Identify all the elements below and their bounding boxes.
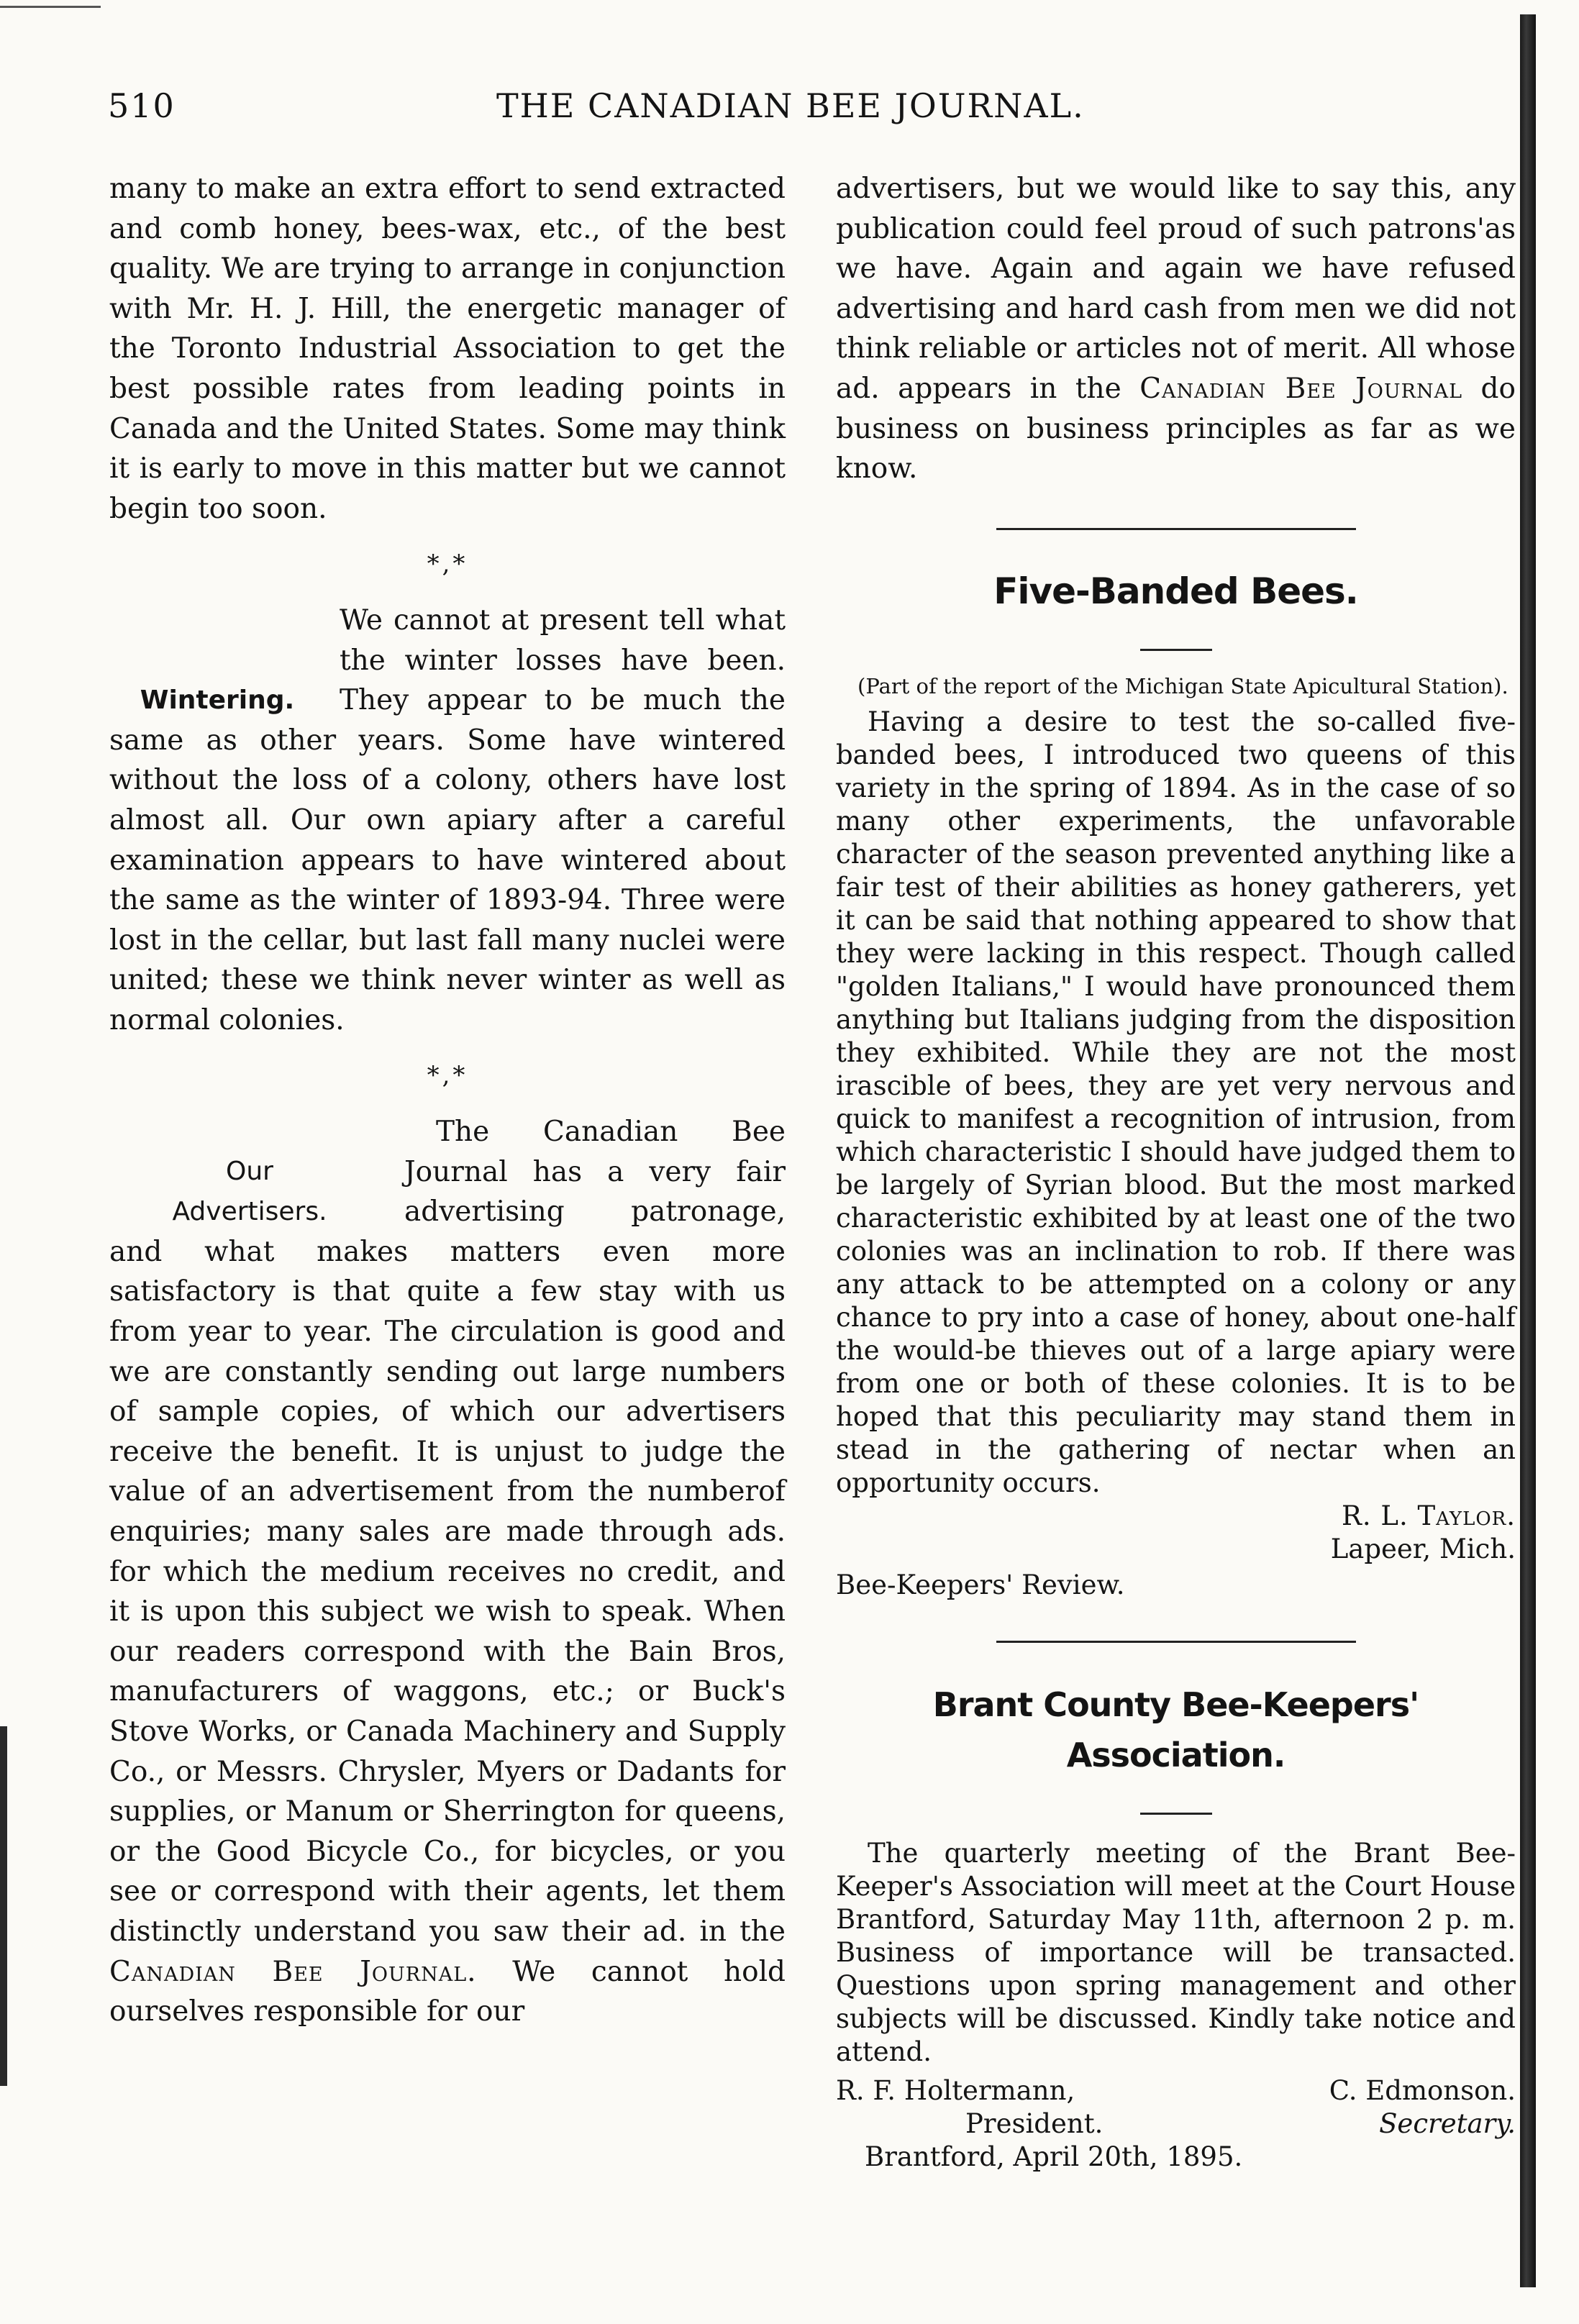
- heading-brant-county: Brant County Bee-Keepers' Association.: [932, 1685, 1419, 1774]
- ornamental-rule: [836, 1621, 1516, 1661]
- paragraph-advertisers: [109, 1112, 786, 2032]
- journal-name-inline: Canadian Bee Journal: [1139, 372, 1463, 405]
- advertisers-text: The Canadian Bee Journal has a very fair advertising patronage, and what makes matters even more satisfactory is that quite a few stay with us from year to year. The circulation is good and we are constantly sending out large numbers of sample copies, of which our advertisers receive the benefit. It is unjust to judge the value of an advertisement from the numberof enquiries; many sales are made through ads. for which the medium receives no credit, and it is upon this subject we wish to speak. When our readers correspond with the Bain Bros, manufacturers of waggons, etc.; or Buck's Stove Works, or Canada Machinery and Supply Co., or Messrs. Chrysler, Myers or Dadants for supplies, or Manum or Sherrington for queens, or the Good Bicycle Co., for bicycles, or you see or correspond with their agents, let them distinctly understand you saw their ad. in the: [109, 1116, 786, 1948]
- signature-place: Lapeer, Mich.: [1330, 1533, 1516, 1564]
- president-name: R. F. Holtermann,: [836, 2075, 1075, 2107]
- source-credit: Bee-Keepers' Review.: [836, 1569, 1125, 1600]
- advertisers-continued-end: do business on business principles as far as we know.: [836, 372, 1516, 486]
- short-rule: [836, 622, 1516, 662]
- signature-row-names: [836, 2074, 1516, 2107]
- section-separator: *,*: [427, 550, 468, 579]
- source-note: (Part of the report of the Michigan State Apicultural Station).: [857, 673, 1509, 698]
- president-title: President.: [965, 2108, 1104, 2140]
- top-rule: [0, 6, 101, 8]
- page-edge-shadow: [1520, 14, 1536, 2287]
- page-number: 510: [108, 86, 176, 125]
- sidenote-wintering: Wintering.: [140, 685, 295, 715]
- left-column: [109, 169, 786, 2032]
- sidenote-line-advertisers: Advertisers.: [172, 1196, 327, 1226]
- signature-name: R. L. Taylor.: [1342, 1500, 1516, 1531]
- advertisers-text-end: We cannot hold ourselves responsible for our: [109, 1955, 786, 2028]
- sidenote-our-advertisers: [109, 1152, 390, 1231]
- running-header: [108, 86, 1511, 144]
- heading-five-banded-bees: Five-Banded Bees.: [993, 570, 1358, 613]
- short-rule: [836, 1786, 1516, 1826]
- paragraph-brant-meeting: The quarterly meeting of the Brant Bee-Keeper's Association will meet at the Court House Brantford, Saturday May 11th, afternoon 2 p. m. Business of importance will be transacted. Questions upon spring management and other subjects will be discussed. Kindly take notice and attend.: [836, 1838, 1516, 2068]
- sidenote-line-our: Our: [226, 1157, 273, 1187]
- right-column: [836, 169, 1516, 2174]
- paragraph-honey-exhibit: many to make an extra effort to send extracted and comb honey, bees-wax, etc., of the best quality. We are trying to arrange in conjunction with Mr. H. J. Hill, the energetic manager of the Toronto Industrial Association to get the best possible rates from leading points in Canada and the United States. Some may think it is early to move in this matter but we cannot begin too soon.: [109, 173, 786, 525]
- secretary-title: Secretary.: [1379, 2108, 1516, 2140]
- paragraph-advertisers-continued: [836, 169, 1516, 489]
- secretary-name: C. Edmonson.: [1329, 2075, 1516, 2107]
- signature-row-titles: [836, 2107, 1516, 2141]
- journal-title: THE CANADIAN BEE JOURNAL.: [496, 86, 1085, 125]
- dateline: Brantford, April 20th, 1895.: [865, 2141, 1243, 2173]
- journal-name: Canadian Bee Journal.: [109, 1955, 477, 1988]
- paragraph-wintering: [109, 601, 786, 1041]
- advertisers-continued-text: advertisers, but we would like to say this, any publication could feel proud of such patrons'as we have. Again and again we have refused advertising and hard cash from men we did not think reliable or articles not of merit. All whose ad. appears in the: [836, 173, 1516, 405]
- paragraph-five-banded: Having a desire to test the so-called five-banded bees, I introduced two queens of this variety in the spring of 1894. As in the case of so many other experiments, the unfavorable character of the season prevented anything like a fair test of their abilities as honey gatherers, yet it can be said that nothing appeared to show that they were lacking in this respect. Though called "golden Italians," I would have pronounced them anything but Italians judging from the disposition they exhibited. While they are not the most irascible of bees, they are yet very nervous and quick to manifest a recognition of intrusion, from which characteristic I should have judged them to be largely of Syrian blood. But the most marked characteristic exhibited by at least one of the two colonies was an inclination to rob. If there was any attack to be attempted on a colony or any chance to pry into a case of honey, about one-half the would-be thieves out of a large apiary were from one or both of these colonies. It is to be hoped that this peculiarity may stand them in stead in the gathering of nectar when an opportunity occurs.: [836, 706, 1516, 1498]
- wintering-text: We cannot at present tell what the winter losses have been. They appear to be much the same as other years. Some have wintered without the loss of a colony, others have lost almost all. Our own apiary after a careful examination appears to have wintered about the same as the winter of 1893-94. Three were lost in the cellar, but last fall many nuclei were united; these we think never winter as well as normal colonies.: [109, 603, 786, 1036]
- ornamental-rule: [836, 508, 1516, 548]
- section-separator: *,*: [427, 1061, 468, 1090]
- left-edge-shadow: [0, 1726, 7, 2086]
